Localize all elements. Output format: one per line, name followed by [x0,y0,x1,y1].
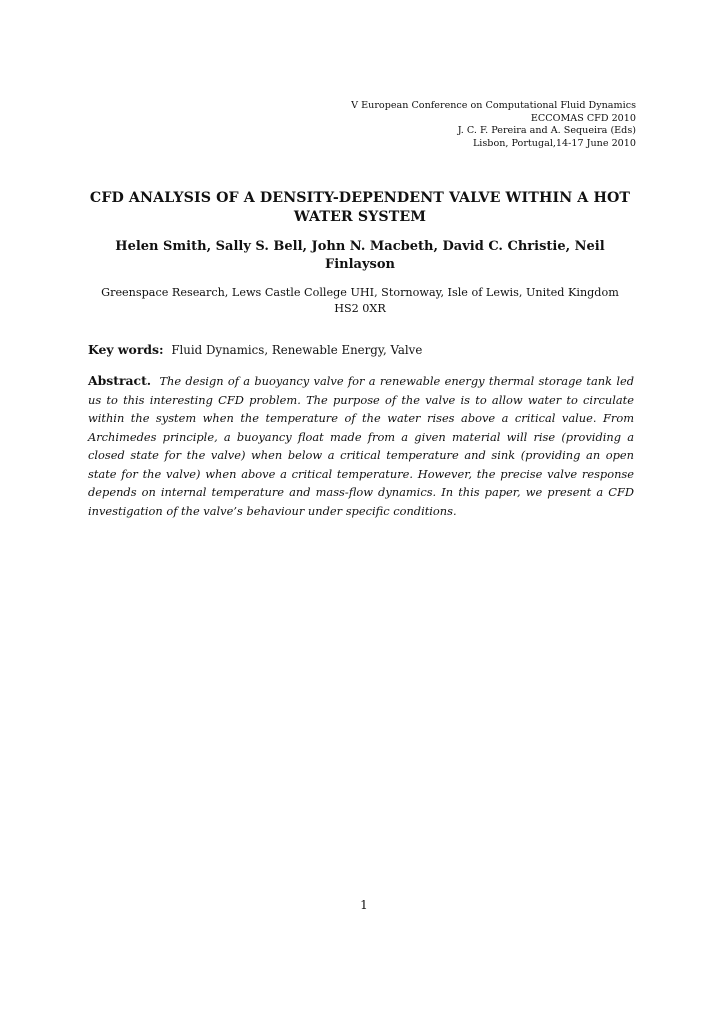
abstract-section [88,372,634,520]
abstract-text: The design of a buoyancy valve for a renewable energy thermal storage tank led us to this interesting CFD problem. The purpose of the valve is to allow water to circulate within the system when the temperature of the water rises above a critical value. From Archimedes principle, a buoyancy float made from a given material will rise (providing a closed state for the valve) when below a critical temperature and sink (providing an open state for the valve) when above a critical temperature. However, the precise valve response depends on internal temperature and mass-flow dynamics. In this paper, we present a CFD investigation of the valve’s behaviour under specific conditions. [88,374,634,518]
conference-short-name: ECCOMAS CFD 2010 [530,112,636,124]
keywords-section [88,342,638,358]
author-list-line-2: Finlayson [325,257,395,272]
keywords-text: Fluid Dynamics, Renewable Energy, Valve [171,343,423,357]
abstract-label: Abstract. [88,373,152,388]
conference-name: V European Conference on Computational Fluid Dynamics [351,100,636,111]
keywords-label: Key words: [88,342,164,357]
affiliation [84,285,636,317]
conference-header [351,100,636,150]
page-number: 1 [360,898,368,912]
paper-title-line-1: CFD ANALYSIS OF A DENSITY-DEPENDENT VALVE WITHIN A HOT [89,190,631,206]
affiliation-line-2: HS2 0XR [334,302,386,315]
author-list-line-1: Helen Smith, Sally S. Bell, John N. Macbeth, David C. Christie, Neil [115,239,605,254]
author-list [92,238,628,274]
conference-editors: J. C. F. Pereira and A. Sequeira (Eds) [457,125,636,137]
affiliation-line-1: Greenspace Research, Lews Castle College UHI, Stornoway, Isle of Lewis, United Kingdom [101,286,619,299]
conference-location-date: Lisbon, Portugal,14-17 June 2010 [472,137,636,149]
paper-title-line-2: WATER SYSTEM [293,209,427,225]
paper-title [80,189,640,227]
